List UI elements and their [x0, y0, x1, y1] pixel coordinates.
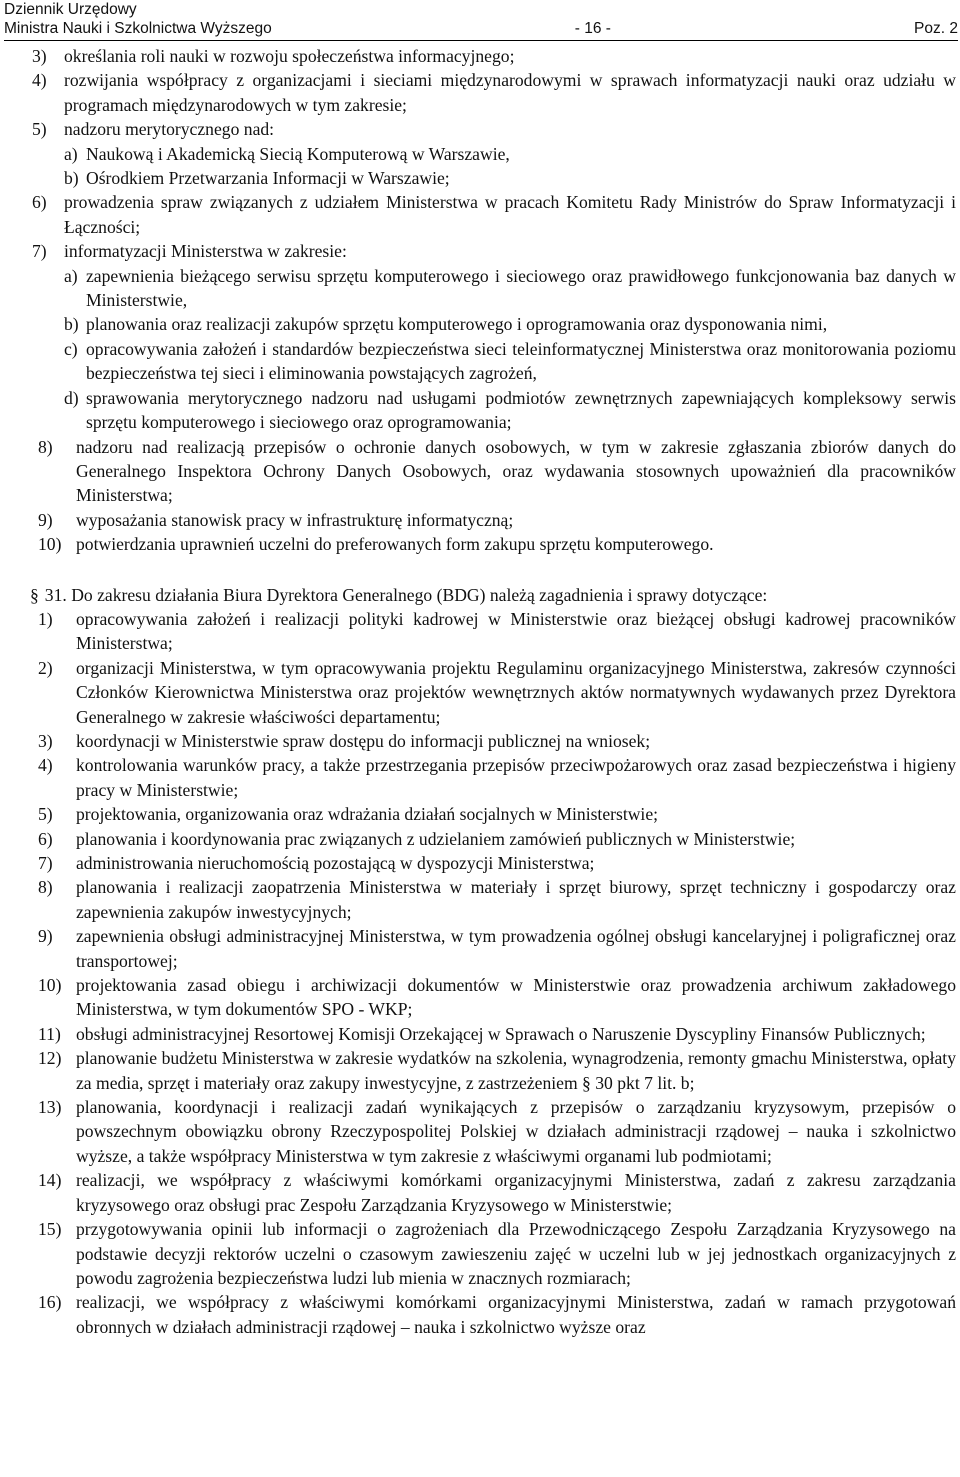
list-item-text: planowania i realizacji zaopatrzenia Ministerstwa w materiały i sprzęt biurowy, sprzęt techniczny i gospodarczy oraz zapewnienia zakupów inwestycyjnych;	[76, 877, 956, 922]
list-item-number: 13)	[38, 1097, 62, 1118]
section-number: 31.	[44, 584, 67, 605]
list-item	[0, 239, 960, 263]
list-item-text: opracowywania założeń i standardów bezpieczeństwa sieci teleinformatycznej Ministerstwa oraz monitorowania poziomu bezpieczeństwa tej sieci i eliminowania powstających zagrożeń,	[86, 338, 956, 384]
list-continuation-2	[0, 190, 960, 263]
list-item-number: 10)	[38, 534, 62, 555]
list-item-text: Naukową i Akademicką Siecią Komputerową w Warszawie,	[86, 143, 510, 164]
list-item	[0, 142, 960, 166]
list-item-text: określania roli nauki w rozwoju społeczeństwa informacyjnego;	[64, 46, 515, 66]
list-item-text: nadzoru nad realizacją przepisów o ochronie danych osobowych, w tym w zakresie zgłaszania zbiorów danych do Generalnego Inspektora Ochrony Danych Osobowych, oraz wydawania stosownych upoważnień dla pracowników Ministerstwa;	[76, 436, 956, 506]
list-item	[0, 68, 960, 117]
list-item	[0, 875, 960, 924]
list-item-text: realizacji, we współpracy z właściwymi komórkami organizacyjnymi Ministerstwa, zadań w ramach przygotowań obronnych w działach administracji rządowej – nauka i szkolnictwo wyższe oraz	[76, 1292, 956, 1337]
list-continuation	[0, 44, 960, 142]
list-item-number: 1)	[38, 608, 53, 629]
list-item	[0, 264, 960, 313]
list-item-number: b)	[64, 168, 79, 189]
list-item	[0, 1022, 960, 1046]
header-rule	[4, 40, 958, 41]
list-item	[0, 1217, 960, 1290]
list-item-number: 15)	[38, 1219, 62, 1240]
list-item-text: obsługi administracyjnej Resortowej Komisji Orzekającej w Sprawach o Naruszenie Dyscypliny Finansów Publicznych;	[76, 1023, 926, 1044]
list-item-number: 6)	[38, 828, 53, 849]
list-item-text: planowanie budżetu Ministerstwa w zakresie wydatków na szkolenia, wynagrodzenia, remonty gmachu Ministerstwa, opłaty za media, sprzęt i materiały oraz zakupy inwestycyjne, z zastrzeżeniem § 30 pkt 7 lit. b;	[76, 1048, 956, 1093]
list-item	[0, 1095, 960, 1168]
list-item	[0, 44, 960, 68]
section-symbol: §	[30, 584, 39, 605]
list-item-number: 8)	[38, 436, 53, 457]
list-item-number: 12)	[38, 1048, 62, 1069]
list-item	[0, 1290, 960, 1339]
list-item-text: wyposażania stanowisk pracy w infrastrukturę informatyczną;	[76, 509, 514, 530]
list-item-number: 10)	[38, 975, 62, 996]
list-item-number: 5)	[32, 119, 47, 140]
ministry-name: Ministra Nauki i Szkolnictwa Wyższego	[4, 20, 272, 37]
list-item-text: opracowywania założeń i realizacji polityki kadrowej w Ministerstwie oraz bieżącej obsługi kadrowej pracowników Ministerstwa;	[76, 608, 956, 654]
list-item	[0, 827, 960, 851]
list-item-text: projektowania zasad obiegu i archiwizacji dokumentów w Ministerstwie oraz prowadzenia archiwum zakładowego Ministerstwa, w tym dokumentów SPO - WKP;	[76, 975, 956, 1020]
list-item	[0, 1168, 960, 1217]
journal-title: Dziennik Urzędowy	[4, 1, 137, 18]
list-item-text: organizacji Ministerstwa, w tym opracowywania projektu Regulaminu organizacyjnego Ministerstwa, zakresów czynności Członków Kierownictwa Ministerstwa oraz projektów wewnętrznych aktów normatywnych wydawanych przez Dyrektora Generalnego w zakresie właściwości departamentu;	[76, 657, 956, 727]
list-item-text: planowania, koordynacji i realizacji zadań wynikających z przepisów o zarządzaniu kryzysowym, przepisów o powszechnym obowiązku obrony Rzeczypospolitej Polskiej w działach administracji rządowej – nauka i szkolnictwo wyższe, a także współpracy Ministerstwa w tym zakresie z właściwymi organami lub podmiotami;	[76, 1097, 956, 1166]
list-item-text: kontrolowania warunków pracy, a także przestrzegania przepisów przeciwpożarowych oraz zasad bezpieczeństwa i higieny pracy w Ministerstwie;	[76, 755, 956, 800]
list-item-text: Ośrodkiem Przetwarzania Informacji w Warszawie;	[86, 168, 450, 189]
list-item-text: realizacji, we współpracy z właściwymi komórkami organizacyjnymi Ministerstwa, zadań z zakresu zarządzania kryzysowego oraz obsługi prac Zespołu Zarządzania Kryzysowego w Ministerstwie;	[76, 1170, 956, 1215]
list-item-number: a)	[64, 265, 78, 286]
section-intro-text: Do zakresu działania Biura Dyrektora Generalnego (BDG) należą zagadnienia i sprawy dotyczące:	[71, 584, 768, 605]
list-item-number: 5)	[38, 804, 53, 825]
list-item	[0, 729, 960, 753]
list-item-number: 16)	[38, 1292, 62, 1313]
list-item-number: 9)	[38, 926, 53, 947]
list-item	[0, 435, 960, 508]
list-item-number: 6)	[32, 192, 47, 213]
list-item-number: b)	[64, 314, 79, 335]
list-item	[0, 532, 960, 556]
page-number: - 16 -	[574, 20, 611, 37]
list-item-number: 8)	[38, 877, 53, 898]
list-item	[0, 753, 960, 802]
list-item-number: c)	[64, 338, 78, 359]
list-item	[0, 117, 960, 141]
section-gap	[0, 557, 960, 583]
list-item	[0, 508, 960, 532]
list-item-text: rozwijania współpracy z organizacjami i sieciami międzynarodowymi w sprawach informatyzacji nauki oraz udziału w programach międzynarodowych w tym zakresie;	[64, 70, 956, 115]
list-item-number: 4)	[38, 755, 53, 776]
document-body	[0, 44, 960, 1339]
list-item	[0, 337, 960, 386]
list-item-number: 3)	[32, 46, 47, 66]
sublist-item-7	[0, 264, 960, 435]
header-line	[4, 19, 958, 38]
list-item-number: d)	[64, 387, 79, 408]
list-item-number: a)	[64, 143, 78, 164]
list-item-text: koordynacji w Ministerstwie spraw dostępu do informacji publicznej na wniosek;	[76, 730, 651, 751]
list-item	[0, 607, 960, 656]
list-item	[0, 386, 960, 435]
list-item-number: 14)	[38, 1170, 62, 1191]
list-item-text: nadzoru merytorycznego nad:	[64, 119, 275, 140]
page-header	[4, 0, 958, 44]
list-item-text: planowania i koordynowania prac związanych z udzielaniem zamówień publicznych w Ministerstwie;	[76, 828, 796, 849]
list-item-number: 2)	[38, 657, 53, 678]
list-item-text: zapewnienia bieżącego serwisu sprzętu komputerowego i sieciowego oraz prawidłowego funkcjonowania baz danych w Ministerstwie,	[86, 265, 956, 311]
list-item-text: projektowania, organizowania oraz wdrażania działań socjalnych w Ministerstwie;	[76, 804, 659, 825]
list-item-number: 11)	[38, 1023, 61, 1044]
list-item-text: administrowania nieruchomością pozostającą w dyspozycji Ministerstwa;	[76, 853, 595, 873]
list-item-text: zapewnienia obsługi administracyjnej Ministerstwa, w tym prowadzenia ogólnej obsługi kancelaryjnej i poligraficznej oraz transportowej;	[76, 926, 956, 971]
list-item	[0, 851, 960, 875]
list-item	[0, 1046, 960, 1095]
list-item	[0, 312, 960, 336]
list-continuation-3	[0, 435, 960, 557]
list-item-text: prowadzenia spraw związanych z udziałem Ministerstwa w pracach Komitetu Rady Ministrów do Spraw Informatyzacji i Łączności;	[64, 192, 956, 237]
list-item	[0, 190, 960, 239]
section-31-list	[0, 607, 960, 1339]
list-item-text: potwierdzania uprawnień uczelni do preferowanych form zakupu sprzętu komputerowego.	[76, 534, 714, 555]
list-item-text: sprawowania merytorycznego nadzoru nad usługami podmiotów zewnętrznych zapewniających kompleksowy serwis sprzętu komputerowego i sieciowego oraz oprogramowania;	[86, 387, 956, 433]
list-item-text: informatyzacji Ministerstwa w zakresie:	[64, 241, 347, 262]
list-item	[0, 656, 960, 729]
list-item-number: 7)	[38, 853, 53, 873]
list-item-text: planowania oraz realizacji zakupów sprzętu komputerowego i oprogramowania oraz dysponowania nimi,	[86, 314, 828, 335]
list-item-text: przygotowywania opinii lub informacji o zagrożeniach dla Przewodniczącego Zespołu Zarządzania Kryzysowego na podstawie decyzji rektorów uczelni o czasowym zawieszeniu zajęć w uczelni lub w jej jednostkach organizacyjnych z powodu zagrożenia bezpieczeństwa ludzi lub mienia w znacznych rozmiarach;	[76, 1219, 956, 1288]
list-item-number: 7)	[32, 241, 47, 262]
sublist-item-5	[0, 142, 960, 191]
position-number: Poz. 2	[914, 20, 958, 37]
list-item-number: 9)	[38, 509, 53, 530]
list-item	[0, 973, 960, 1022]
list-item	[0, 166, 960, 190]
list-item-number: 3)	[38, 730, 53, 751]
list-item-number: 4)	[32, 70, 47, 91]
section-31-intro	[0, 583, 960, 607]
list-item	[0, 802, 960, 826]
list-item	[0, 924, 960, 973]
